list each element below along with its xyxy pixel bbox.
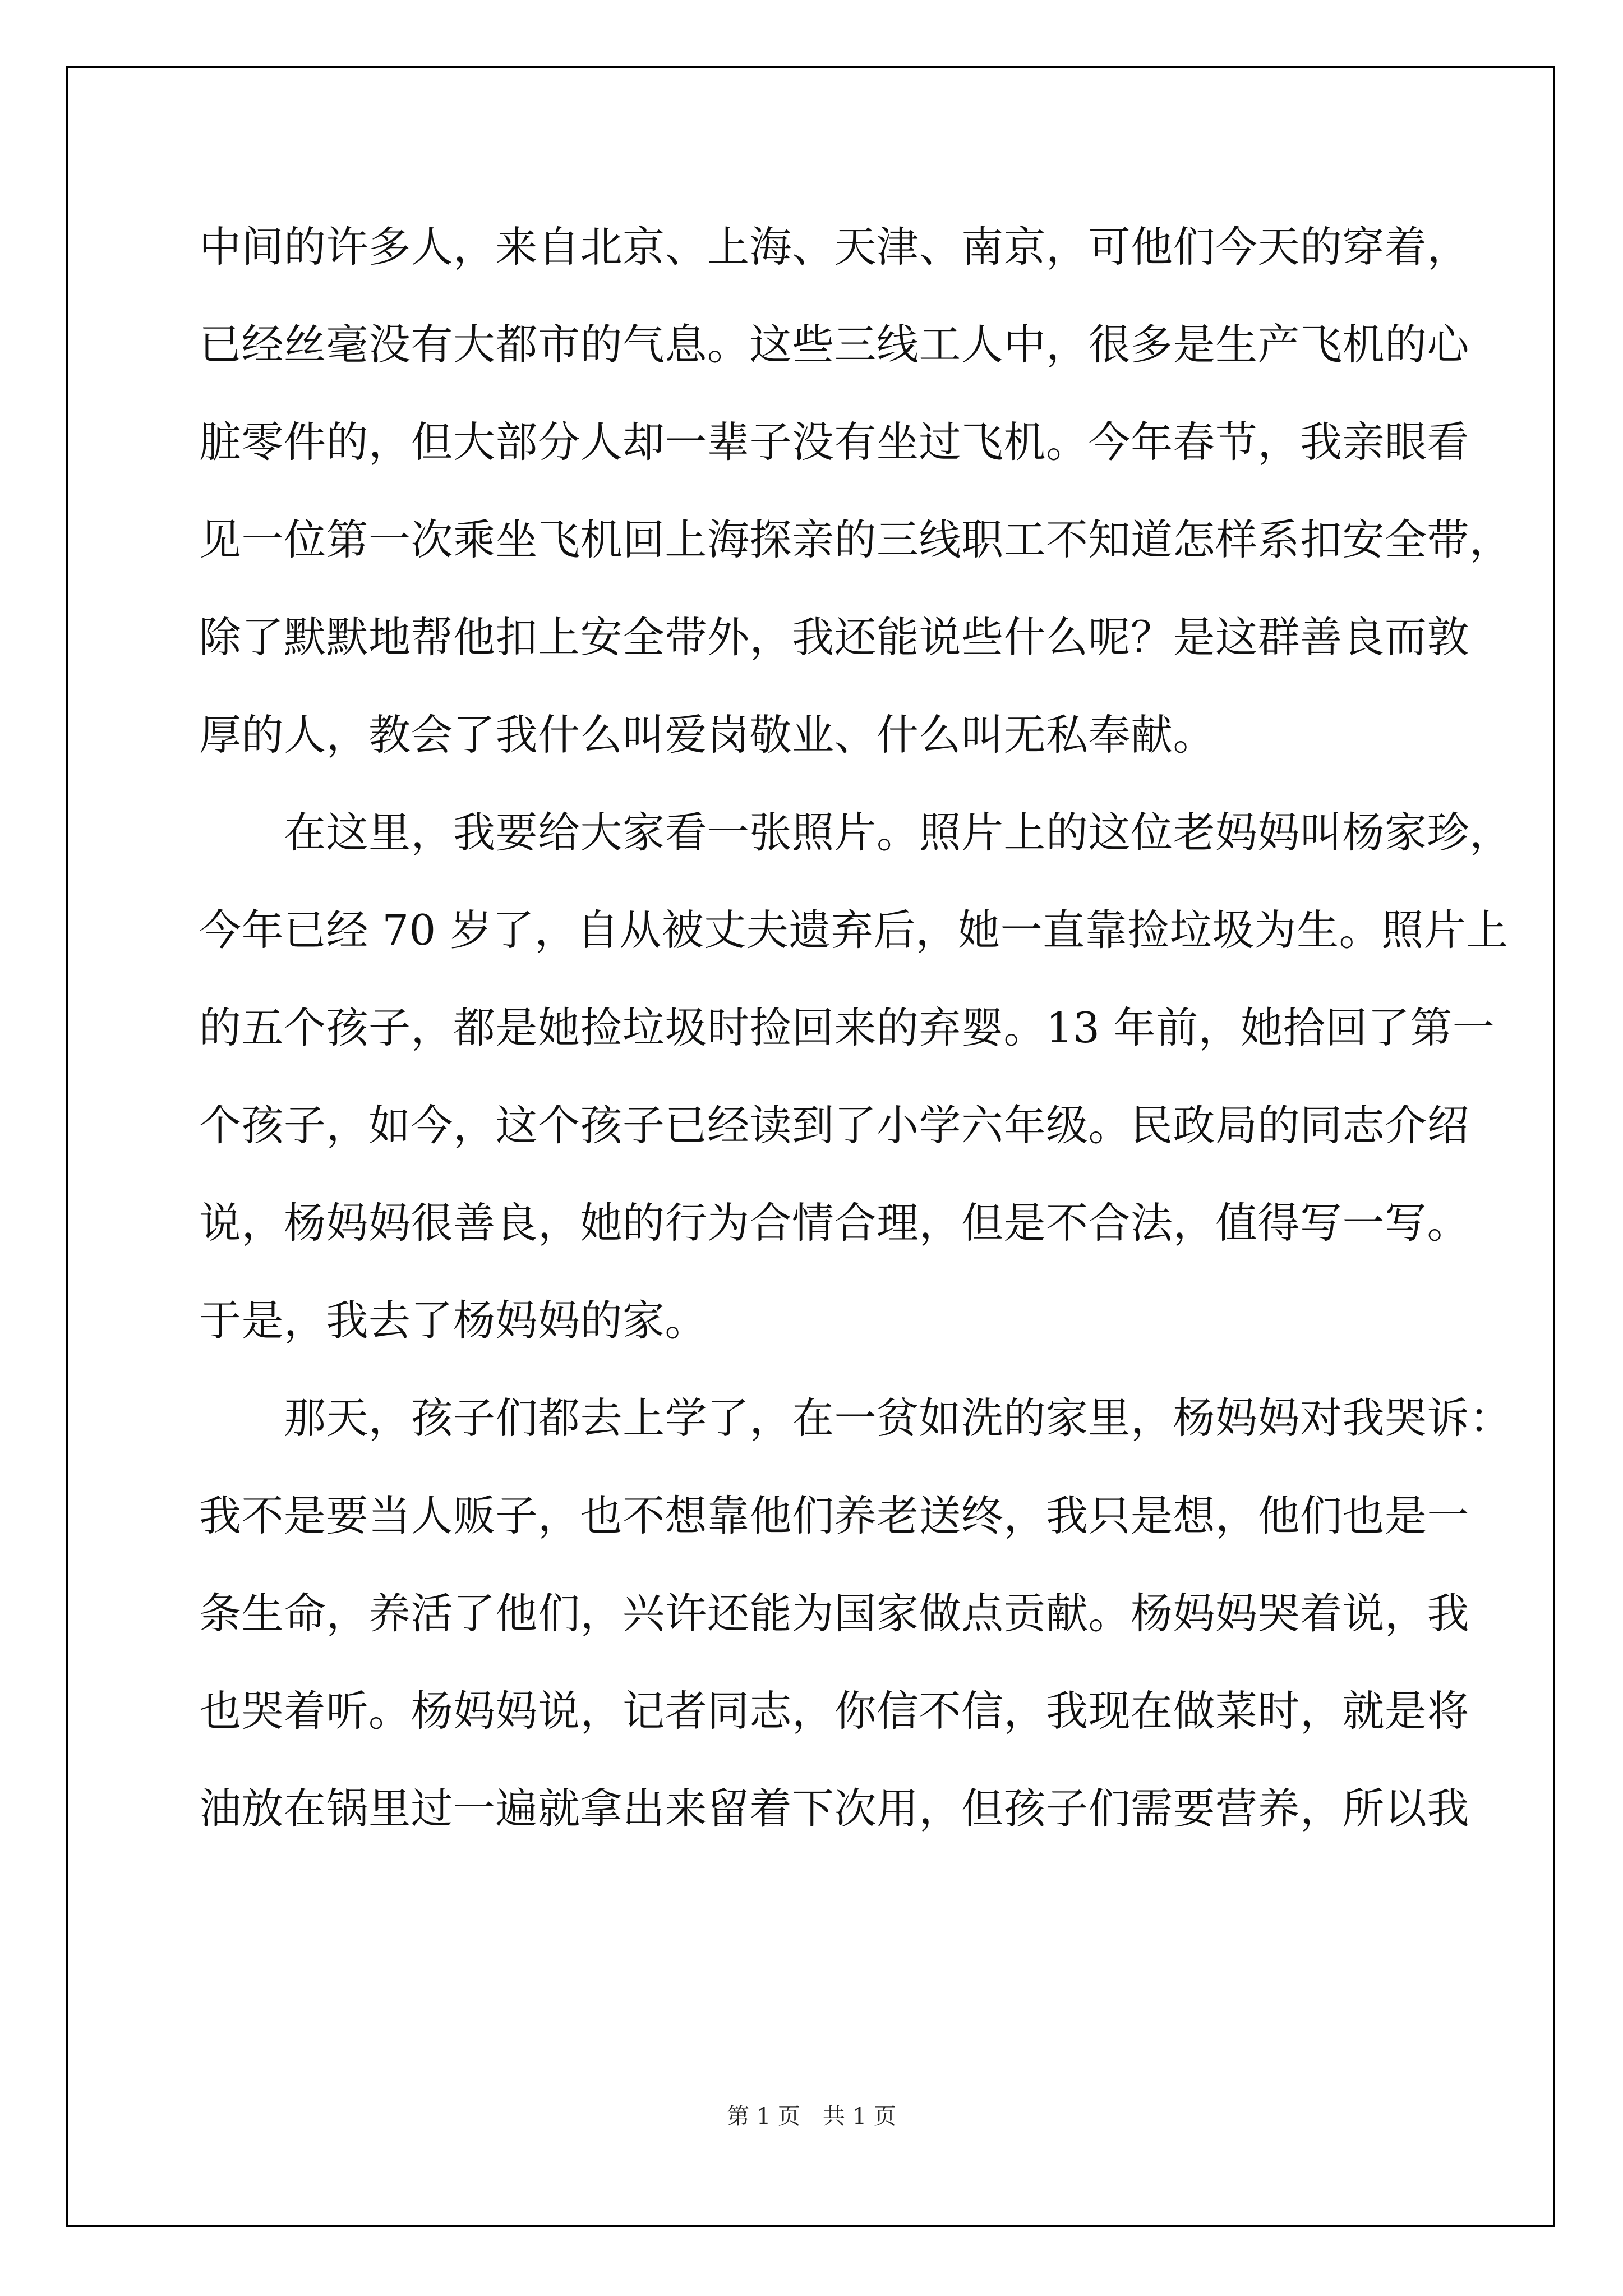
text-line: 脏零件的，但大部分人却一辈子没有坐过飞机。今年春节，我亲眼看 [199,417,1470,467]
text-line: 除了默默地帮他扣上安全带外，我还能说些什么呢？是这群善良而敦 [199,613,1470,662]
text-line: 个孩子，如今，这个孩子已经读到了小学六年级。民政局的同志介绍 [199,1101,1470,1150]
text-line: 见一位第一次乘坐飞机回上海探亲的三线职工不知道怎样系扣安全带， [199,515,1512,564]
text-line: 在这里，我要给大家看一张照片。照片上的这位老妈妈叫杨家珍， [199,808,1512,857]
text-line: 条生命，养活了他们，兴许还能为国家做点贡献。杨妈妈哭着说，我 [199,1589,1470,1638]
text-line: 已经丝毫没有大都市的气息。这些三线工人中，很多是生产飞机的心 [199,320,1470,369]
text-line: 厚的人，教会了我什么叫爱岗敬业、什么叫无私奉献。 [199,710,1216,760]
text-line: 我不是要当人贩子，也不想靠他们养老送终，我只是想，他们也是一 [199,1491,1470,1540]
page-footer: 第 1 页 共 1 页 [727,2104,896,2129]
text-line: 中间的许多人，来自北京、上海、天津、南京，可他们今天的穿着， [199,222,1470,272]
text-line: 的五个孩子，都是她捡垃圾时捡回来的弃婴。13 年前，她拾回了第一 [199,1003,1495,1052]
text-line: 于是，我去了杨妈妈的家。 [199,1296,708,1345]
text-line: 也哭着听。杨妈妈说，记者同志，你信不信，我现在做菜时，就是将 [199,1686,1470,1736]
text-line: 那天，孩子们都去上学了，在一贫如洗的家里，杨妈妈对我哭诉： [199,1393,1512,1443]
text-line: 今年已经 70 岁了，自从被丈夫遗弃后，她一直靠捡垃圾为生。照片上 [199,905,1509,955]
text-line: 说，杨妈妈很善良，她的行为合情合理，但是不合法，值得写一写。 [199,1198,1470,1248]
text-line: 油放在锅里过一遍就拿出来留着下次用，但孩子们需要营养，所以我 [199,1784,1470,1833]
